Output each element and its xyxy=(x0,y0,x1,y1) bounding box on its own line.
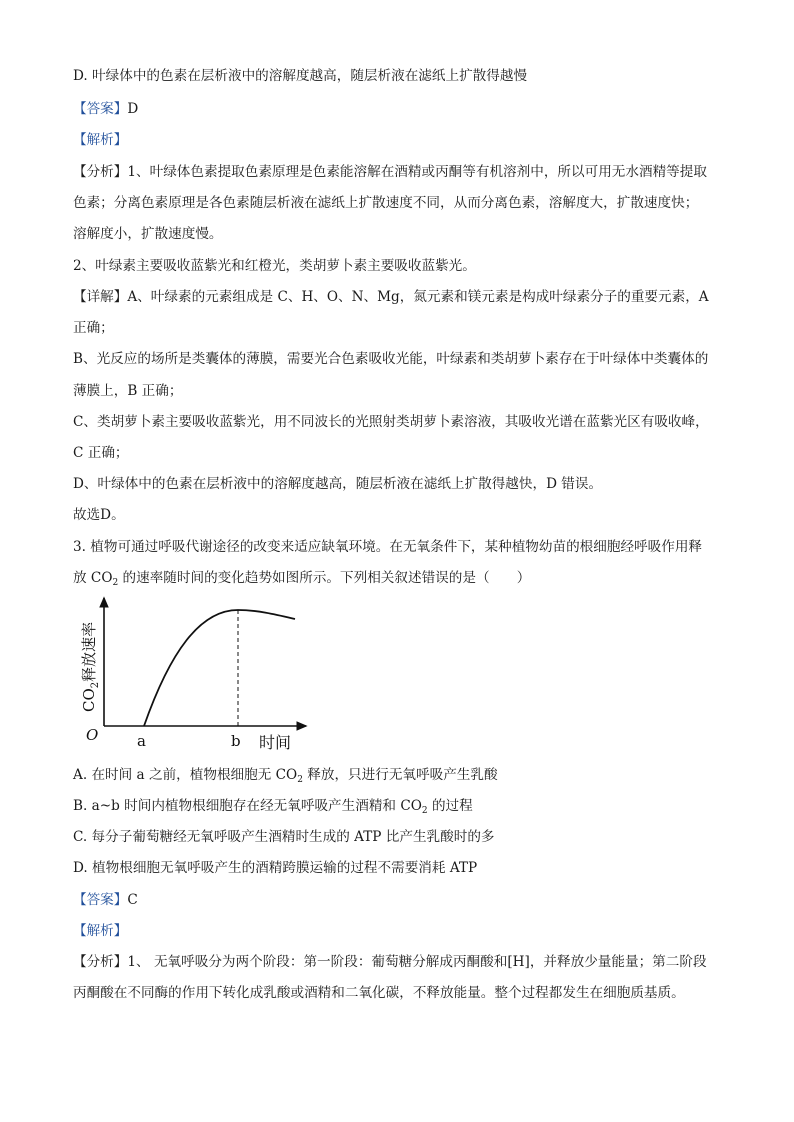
line-text: 【分析】1、叶绿体色素提取色素原理是色素能溶解在酒精或丙酮等有机溶剂中，所以可用无水酒精等提取 xyxy=(73,164,707,180)
y-axis-label: $CO_2$释放速率 xyxy=(80,621,101,712)
text-line xyxy=(73,796,733,816)
line-text: B、光反应的场所是类囊体的薄膜，需要光合色素吸收光能，叶绿素和类胡萝卜素存在于叶绿体中类囊体的 xyxy=(73,351,709,367)
section-tag: 【解析】 xyxy=(73,132,128,148)
line-text: 3. 植物可通过呼吸代谢途径的改变来适应缺氧环境。在无氧条件下，某种植物幼苗的根细胞经呼吸作用释 xyxy=(73,539,703,555)
x-axis-label: 时间 xyxy=(259,733,292,752)
text-line xyxy=(73,568,733,588)
text-line xyxy=(73,412,733,432)
line-text-continued: 的速率随时间的变化趋势如图所示。下列相关叙述错误的是（ ） xyxy=(118,570,531,586)
line-text: 色素；分离色素原理是各色素随层析液在滤纸上扩散速度不同，从而分离色素，溶解度大，扩散速度快； xyxy=(73,195,699,211)
text-line xyxy=(73,130,733,150)
text-line xyxy=(73,256,733,276)
line-text: 放 CO xyxy=(73,570,113,586)
tick-a-label: a xyxy=(137,732,146,750)
line-text: C、类胡萝卜素主要吸收蓝紫光，用不同波长的光照射类胡萝卜素溶液，其吸收光谱在蓝紫光区有吸收峰， xyxy=(73,414,709,430)
subscript: 2 xyxy=(112,578,119,588)
line-text: 溶解度小，扩散速度慢。 xyxy=(73,226,223,242)
text-line xyxy=(73,287,733,307)
text-line xyxy=(73,318,733,338)
line-text: D. 叶绿体中的色素在层析液中的溶解度越高，随层析液在滤纸上扩散得越慢 xyxy=(73,68,528,84)
line-text: 2、叶绿素主要吸收蓝紫光和红橙光，类胡萝卜素主要吸收蓝紫光。 xyxy=(73,258,476,274)
subscript: 2 xyxy=(421,806,428,816)
text-line xyxy=(73,162,733,182)
origin-label: O xyxy=(86,726,99,744)
text-line xyxy=(73,193,733,213)
line-text: 【详解】A、叶绿素的元素组成是 C、H、O、N、Mg，氮元素和镁元素是构成叶绿素分子的重要元素，A xyxy=(73,289,709,305)
text-line xyxy=(73,349,733,369)
line-text: 正确； xyxy=(73,320,114,336)
rate-curve xyxy=(144,610,295,726)
section-tag: 【答案】 xyxy=(73,101,128,117)
text-line xyxy=(73,983,733,1003)
line-text: C 正确； xyxy=(73,445,129,461)
text-line xyxy=(73,765,733,785)
text-line xyxy=(73,443,733,463)
line-text: D、叶绿体中的色素在层析液中的溶解度越高，随层析液在滤纸上扩散得越快，D 错误。 xyxy=(73,476,603,492)
text-line xyxy=(73,505,733,525)
text-line xyxy=(73,537,733,557)
text-line xyxy=(73,66,733,86)
line-text: B. a~b 时间内植物根细胞存在经无氧呼吸产生酒精和 CO xyxy=(73,798,422,814)
line-text: D. 植物根细胞无氧呼吸产生的酒精跨膜运输的过程不需要消耗 ATP xyxy=(73,860,478,876)
text-line xyxy=(73,381,733,401)
line-text: C xyxy=(127,892,138,908)
section-tag: 【答案】 xyxy=(73,892,128,908)
line-text: A. 在时间 a 之前，植物根细胞无 CO xyxy=(73,767,298,783)
text-line xyxy=(73,858,733,878)
line-text-continued: 释放，只进行无氧呼吸产生乳酸 xyxy=(302,767,498,783)
line-text: D xyxy=(127,101,139,117)
co2-release-graph xyxy=(78,590,318,760)
subscript: 2 xyxy=(297,775,303,785)
section-tag: 【解析】 xyxy=(73,923,128,939)
text-line xyxy=(73,827,733,847)
text-line xyxy=(73,224,733,244)
line-text: 丙酮酸在不同酶的作用下转化成乳酸或酒精和二氧化碳，不释放能量。整个过程都发生在细胞质基质。 xyxy=(73,985,685,1001)
text-line xyxy=(73,890,733,910)
text-line xyxy=(73,921,733,941)
text-line xyxy=(73,99,733,119)
line-text-continued: 的过程 xyxy=(427,798,473,814)
line-text: 薄膜上，B 正确； xyxy=(73,383,183,399)
line-text: 【分析】1、 无氧呼吸分为两个阶段：第一阶段：葡萄糖分解成丙酮酸和[H]，并释放少量能量；第二阶段 xyxy=(73,954,707,970)
text-line xyxy=(73,952,733,972)
tick-b-label: b xyxy=(231,732,241,750)
line-text: 故选D。 xyxy=(73,507,125,523)
text-line xyxy=(73,474,733,494)
line-text: C. 每分子葡萄糖经无氧呼吸产生酒精时生成的 ATP 比产生乳酸时的多 xyxy=(73,829,495,845)
